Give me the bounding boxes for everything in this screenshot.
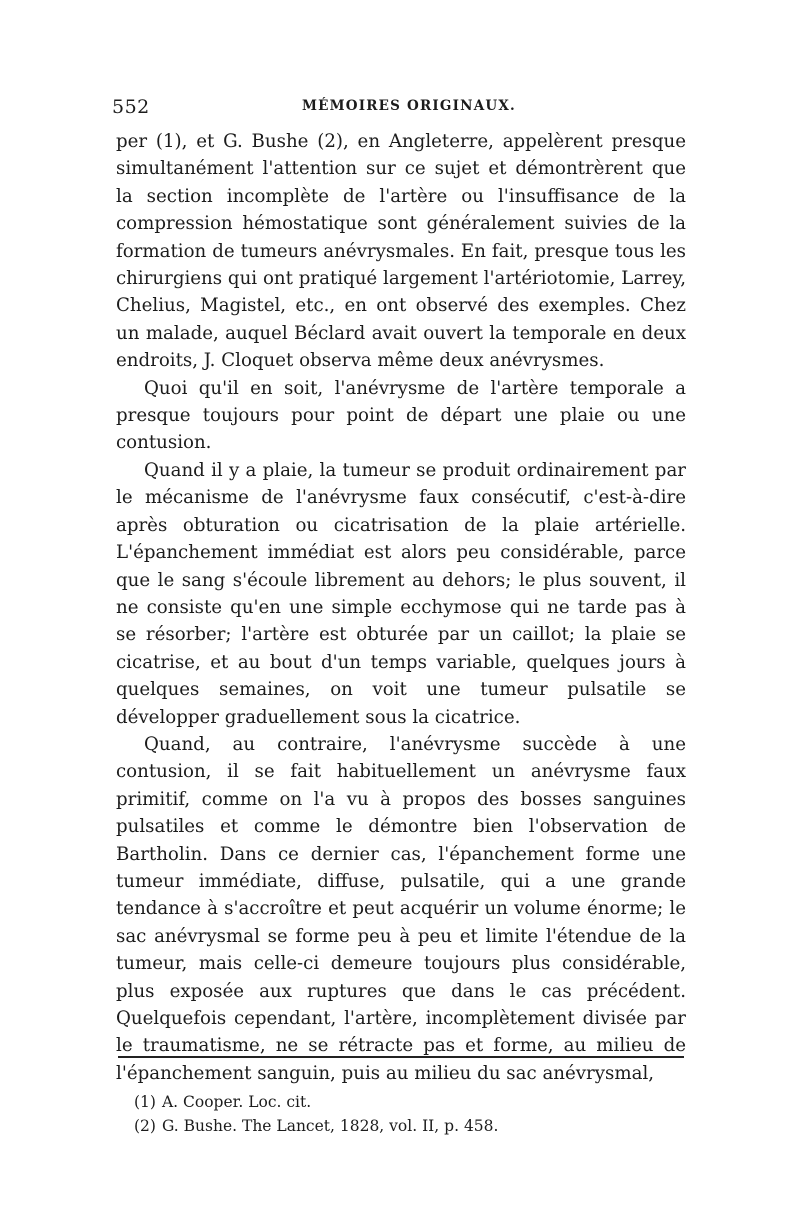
footnote-2 bbox=[134, 1114, 694, 1138]
paragraph-2: Quoi qu'il en soit, l'anévrysme de l'artère temporale a presque toujours pour point de départ une plaie ou une contusion. bbox=[116, 377, 686, 454]
footnotes bbox=[134, 1090, 694, 1138]
footnote-separator bbox=[118, 1056, 684, 1058]
footnote-number: (2) bbox=[134, 1117, 156, 1135]
footnote-1 bbox=[134, 1090, 694, 1114]
body-text bbox=[116, 128, 686, 1087]
paragraph-4: Quand, au contraire, l'anévrysme succède à une contusion, il se fait habituellement un anévrysme faux primitif, comme on l'a vu à propos des bosses sanguines pulsatiles et comme le démontre bien l'observation de Bartholin. Dans ce dernier cas, l'épanchement forme une tumeur immédiate, diffuse, pulsatile, qui a une grande tendance à s'accroître et peut acquérir un volume énorme; le sac anévrysmal se forme peu à peu et limite l'étendue de la tumeur, mais celle-ci demeure toujours plus considérable, plus exposée aux ruptures que dans le cas précédent. Quelquefois cependant, l'artère, incomplètement divisée par le traumatisme, ne se rétracte pas et forme, au milieu de l'épanchement sanguin, puis au milieu du sac anévrysmal, bbox=[116, 733, 686, 1084]
paragraph-1: per (1), et G. Bushe (2), en Angleterre, appelèrent presque simultanément l'attention sur ce sujet et démontrèrent que la section incomplète de l'artère ou l'insuffisance de la compression hémostatique sont généralement suivies de la formation de tumeurs anévrysmales. En fait, presque tous les chirurgiens qui ont pratiqué largement l'artériotomie, Larrey, Chelius, Magistel, etc., en ont observé des exemples. Chez un malade, auquel Béclard avait ouvert la temporale en deux endroits, J. Cloquet observa même deux anévrysmes. bbox=[116, 131, 686, 372]
running-title: MÉMOIRES ORIGINAUX. bbox=[302, 98, 516, 114]
footnote-number: (1) bbox=[134, 1093, 156, 1111]
running-header bbox=[112, 96, 692, 120]
paragraph-3: Quand il y a plaie, la tumeur se produit ordinairement par le mécanisme de l'anévrysme faux consécutif, c'est-à-dire après obturation ou cicatrisation de la plaie artérielle. L'épanchement immédiat est alors peu considérable, parce que le sang s'écoule librement au dehors; le plus souvent, il ne consiste qu'en une simple ecchymose qui ne tarde pas à se résorber; l'artère est obturée par un caillot; la plaie se cicatrise, et au bout d'un temps variable, quelques jours à quelques semaines, on voit une tumeur pulsatile se développer graduellement sous la cicatrice. bbox=[116, 459, 686, 728]
footnote-text: A. Cooper. Loc. cit. bbox=[161, 1093, 312, 1111]
page-number: 552 bbox=[112, 96, 150, 118]
footnote-text: G. Bushe. The Lancet, 1828, vol. II, p. 458. bbox=[161, 1117, 499, 1135]
